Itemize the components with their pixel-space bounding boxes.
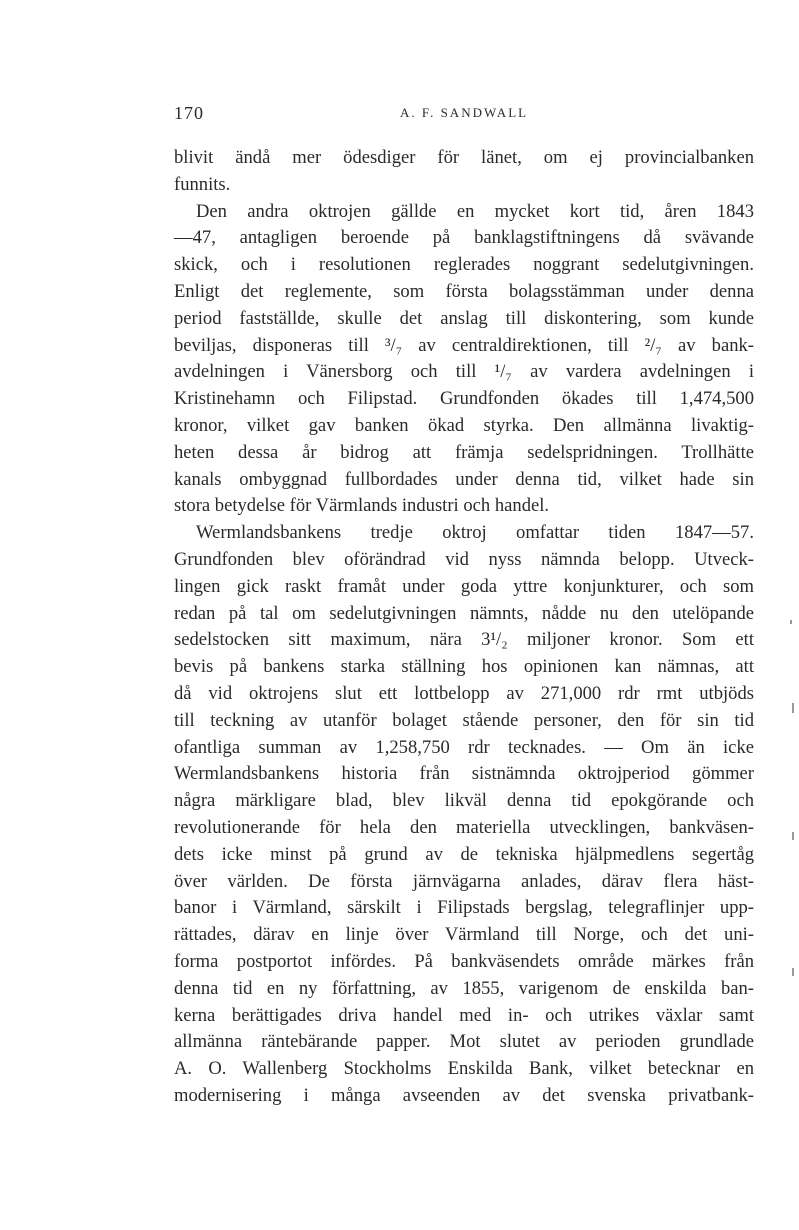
text-line: över världen. De första järnvägarna anlades, därav flera häst- [174, 870, 754, 892]
scan-speck [790, 620, 792, 624]
text-line: forma postportot infördes. På bankväsendets område märkes från [174, 950, 754, 972]
text-line: allmänna räntebärande papper. Mot slutet av perioden grundlade [174, 1031, 754, 1053]
text-line: Den andra oktrojen gällde en mycket kort tid, åren 1843 [196, 200, 754, 222]
text-line: kanals ombyggnad fullbordades under denna tid, vilket hade sin [174, 468, 754, 490]
text-line: A. O. Wallenberg Stockholms Enskilda Bank, vilket betecknar en [174, 1058, 754, 1080]
running-head: A. F. SANDWALL [400, 105, 529, 120]
text-line: revolutionerande för hela den materiella utvecklingen, bankväsen- [174, 816, 754, 838]
text-line: Enligt det reglemente, som första bolagsstämman under denna [174, 280, 754, 302]
text-line: Grundfonden blev oförändrad vid nyss nämnda belopp. Utveck- [174, 548, 754, 570]
text-line: till teckning av utanför bolaget stående personer, den för sin tid [174, 709, 754, 731]
text-line: då vid oktrojens slut ett lottbelopp av 271,000 rdr rmt utbjöds [174, 682, 754, 704]
text-line: beviljas, disponeras till ³/₇ av centraldirektionen, till ²/₇ av bank- [174, 334, 754, 356]
text-line: Wermlandsbankens historia från sistnämnda oktrojperiod gömmer [174, 763, 754, 785]
text-line: skick, och i resolutionen reglerades noggrant sedelutgivningen. [174, 254, 754, 276]
text-line: blivit ändå mer ödesdiger för länet, om ej provincialbanken [174, 147, 754, 168]
text-line: modernisering i många avseenden av det svenska privatbank- [174, 1084, 754, 1106]
page-header [174, 103, 754, 127]
text-line: sedelstocken sitt maximum, nära 3¹/₂ miljoner kronor. Som ett [174, 629, 754, 651]
text-line: —47, antagligen beroende på banklagstiftningens då svävande [174, 227, 754, 249]
text-line: period fastställde, skulle det anslag till diskontering, som kunde [174, 307, 754, 329]
text-line: stora betydelse för Värmlands industri och handel. [174, 495, 550, 517]
scan-speck [792, 968, 794, 976]
scan-speck [792, 703, 794, 713]
text-line: redan på tal om sedelutgivningen nämnts, nådde nu den utelöpande [174, 602, 754, 624]
body-text [174, 145, 754, 1110]
text-line: Kristinehamn och Filipstad. Grundfonden ökades till 1,474,500 [174, 388, 754, 410]
text-line: dets icke minst på grund av de tekniska hjälpmedlens segertåg [174, 843, 754, 865]
text-line: ofantliga summan av 1,258,750 rdr tecknades. — Om än icke [174, 736, 754, 758]
text-line: funnits. [174, 173, 231, 195]
text-line: bevis på bankens starka ställning hos opinionen kan nämnas, att [174, 656, 754, 678]
text-line: lingen gick raskt framåt under goda yttre konjunkturer, och som [174, 575, 754, 597]
text-line: kronor, vilket gav banken ökad styrka. Den allmänna livaktig- [174, 414, 754, 436]
text-line: Wermlandsbankens tredje oktroj omfattar tiden 1847—57. [196, 522, 754, 544]
text-line: banor i Värmland, särskilt i Filipstads bergslag, telegraflinjer upp- [174, 897, 754, 919]
text-line: några märkligare blad, blev likväl denna tid epokgörande och [174, 790, 754, 812]
text-line: heten dessa år bidrog att främja sedelspridningen. Trollhätte [174, 441, 754, 463]
text-line: avdelningen i Vänersborg och till ¹/₇ av vardera avdelningen i [174, 361, 754, 383]
text-line: kerna berättigades driva handel med in- och utrikes växlar samt [174, 1004, 754, 1026]
text-line: rättades, därav en linje över Värmland till Norge, och det uni- [174, 924, 754, 946]
text-line: denna tid en ny författning, av 1855, varigenom de enskilda ban- [174, 977, 754, 999]
page-number: 170 [174, 103, 204, 123]
scan-speck [792, 832, 794, 840]
